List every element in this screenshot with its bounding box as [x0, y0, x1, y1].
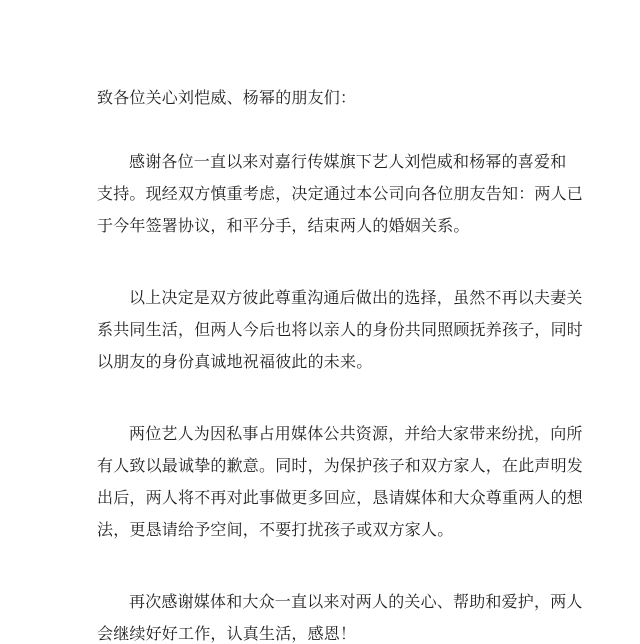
paragraph-line: 再次感谢媒体和大众一直以来对两人的关心、帮助和爱护，两人 [129, 592, 583, 611]
paragraph-line: 出后，两人将不再对此事做更多回应，恳请媒体和大众尊重两人的想 [97, 488, 584, 507]
paragraph-line: 系共同生活，但两人今后也将以亲人的身份共同照顾抚养孩子，同时 [97, 320, 584, 339]
salutation: 致各位关心刘恺威、杨幂的朋友们： [97, 88, 357, 107]
paragraph-line: 以上决定是双方彼此尊重沟通后做出的选择，虽然不再以夫妻关 [129, 288, 583, 307]
paragraph-line: 以朋友的身份真诚地祝福彼此的未来。 [97, 352, 373, 371]
paragraph-line: 支持。现经双方慎重考虑，决定通过本公司向各位朋友告知：两人已 [97, 184, 584, 203]
paragraph-line: 会继续好好工作，认真生活，感恩！ [97, 624, 357, 643]
paragraph-line: 感谢各位一直以来对嘉行传媒旗下艺人刘恺威和杨幂的喜爱和 [129, 152, 567, 171]
paragraph-line: 两位艺人为因私事占用媒体公共资源，并给大家带来纷扰，向所 [129, 424, 583, 443]
paragraph-line: 有人致以最诚挚的歉意。同时，为保护孩子和双方家人，在此声明发 [97, 456, 584, 475]
paragraph-line: 法，更恳请给予空间，不要打扰孩子或双方家人。 [97, 520, 454, 539]
paragraph-line: 于今年签署协议，和平分手，结束两人的婚姻关系。 [97, 216, 470, 235]
